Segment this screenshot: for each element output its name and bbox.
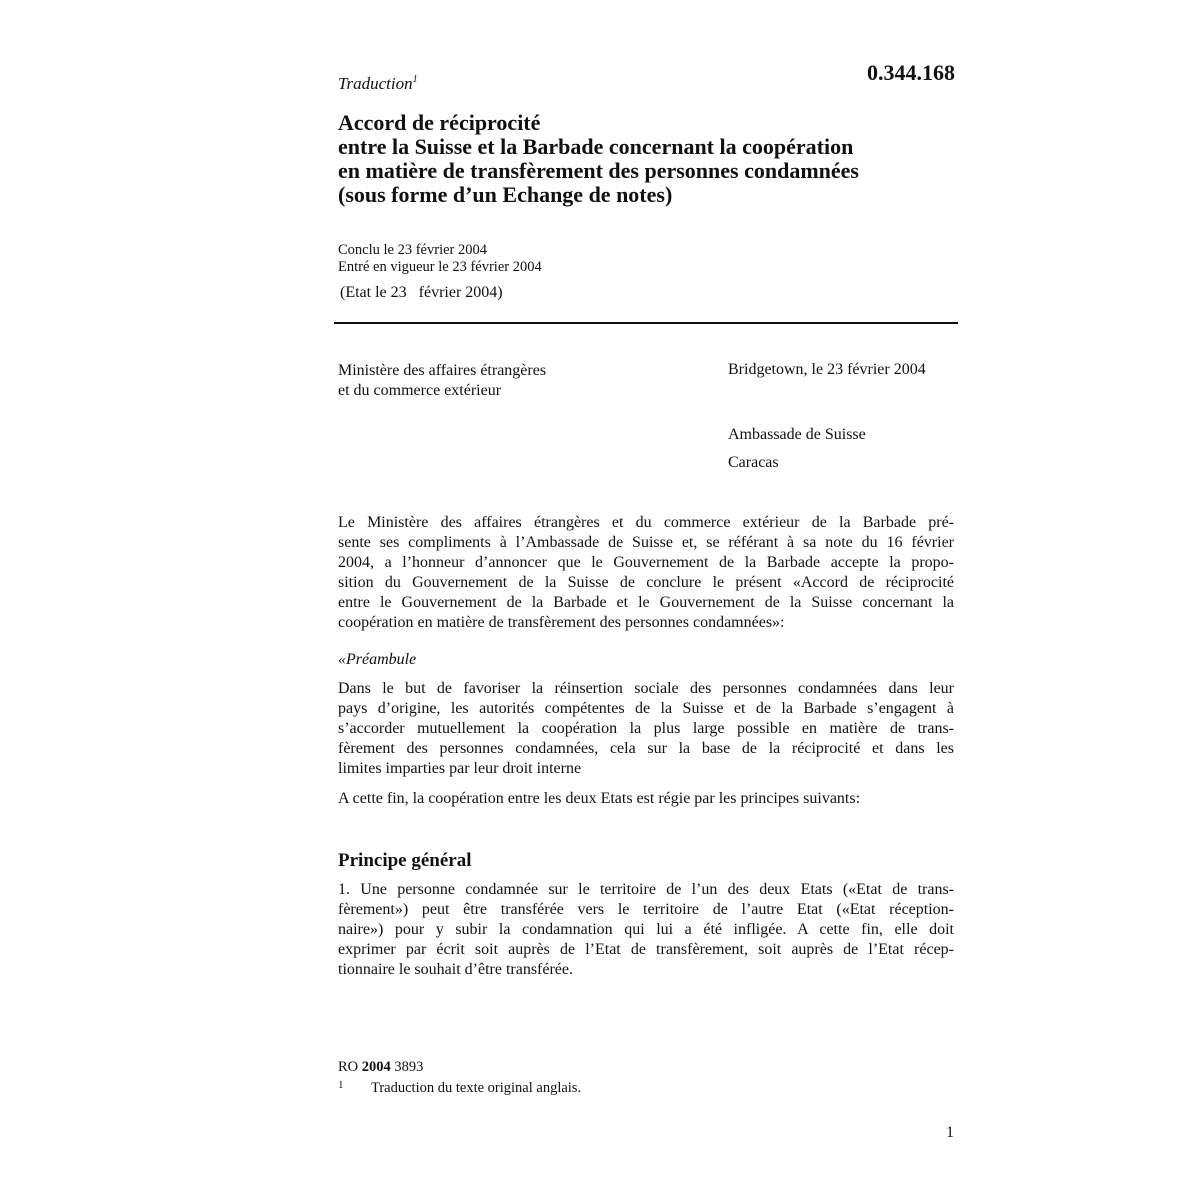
sender-block [338, 361, 546, 401]
official-compilation-ref [338, 1059, 423, 1076]
paragraph-line: Dans le but de favoriser la réinsertion sociale des personnes condamnées dans leur [338, 680, 954, 697]
addressee-block [728, 421, 866, 477]
title-line: en matière de transfèrement des personnes condamnées [338, 158, 859, 183]
purpose-paragraph [338, 789, 954, 809]
preamble-paragraph [338, 679, 954, 779]
footnote-reference[interactable]: 1 [412, 74, 418, 85]
translation-note [338, 74, 418, 94]
page-number: 1 [946, 1124, 954, 1141]
footnote-text: Traduction du texte original anglais. [371, 1080, 582, 1096]
paragraph-line: limites imparties par leur droit interne [338, 760, 582, 777]
addressee-line: Caracas [728, 454, 779, 471]
paragraph-line: tionnaire le souhait d’être transférée. [338, 961, 573, 978]
ro-page: 3893 [394, 1059, 424, 1075]
paragraph-line: sition du Gouvernement de la Suisse de conclure le présent «Accord de réciprocité [338, 574, 954, 591]
paragraph-line: Le Ministère des affaires étrangères et du commerce extérieur de la Barbade pré- [338, 514, 954, 531]
preamble-title: «Préambule [338, 651, 417, 668]
addressee-line: Ambassade de Suisse [728, 426, 866, 443]
title-line: Accord de réciprocité [338, 110, 541, 135]
paragraph-line: sente ses compliments à l’Ambassade de Suisse et, se référant à sa note du 16 février [338, 534, 954, 551]
paragraph-line: 2004, a l’honneur d’annoncer que le Gouvernement de la Barbade accepte la propo- [338, 554, 954, 571]
paragraph-line: coopération en matière de transfèrement des personnes condamnées»: [338, 614, 785, 631]
paragraph-line: pays d’origine, les autorités compétentes de la Suisse et de la Barbade s’engagent à [338, 700, 954, 717]
entry-into-force-date: Entré en vigueur le 23 février 2004 [338, 259, 542, 275]
status-date: (Etat le 23 février 2004) [340, 284, 503, 301]
section-heading: Principe général [338, 850, 472, 871]
paragraph-line: entre le Gouvernement de la Barbade et le Gouvernement de la Suisse concernant la [338, 594, 954, 611]
paragraph-line: exprimer par écrit soit auprès de l’Etat de transfèrement, soit auprès de l’Etat récep- [338, 941, 954, 958]
title-line: entre la Suisse et la Barbade concernant la coopération [338, 134, 854, 159]
paragraph-line: A cette fin, la coopération entre les deux Etats est régie par les principes suivants: [338, 790, 861, 807]
translation-label: Traduction [338, 74, 413, 93]
sender-line: et du commerce extérieur [338, 382, 502, 399]
document-dates [338, 242, 542, 276]
footnote-number: 1 [338, 1079, 344, 1091]
header-divider [334, 322, 958, 324]
document-title [338, 111, 958, 207]
paragraph-line: 1. Une personne condamnée sur le territoire de l’un des deux Etats («Etat de trans- [338, 881, 954, 898]
sr-number: 0.344.168 [867, 60, 955, 85]
sender-line: Ministère des affaires étrangères [338, 362, 547, 379]
paragraph-line: fèrement») peut être transférée vers le territoire de l’autre Etat («Etat réception- [338, 901, 954, 918]
ro-year: 2004 [361, 1059, 391, 1075]
paragraph-line: s’accorder mutuellement la coopération la plus large possible en matière de trans- [338, 720, 954, 737]
paragraph-line: naire») pour y subir la condamnation qui lui a été infligée. A cette fin, elle doit [338, 921, 954, 938]
paragraph-line: fèrement des personnes condamnées, cela sur la base de la réciprocité et dans les [338, 740, 954, 757]
place-date: Bridgetown, le 23 février 2004 [728, 361, 926, 378]
section-paragraph [338, 880, 954, 980]
ro-prefix: RO [338, 1059, 359, 1075]
title-line: (sous forme d’un Echange de notes) [338, 182, 673, 207]
concluded-date: Conclu le 23 février 2004 [338, 242, 487, 258]
intro-paragraph [338, 513, 954, 633]
